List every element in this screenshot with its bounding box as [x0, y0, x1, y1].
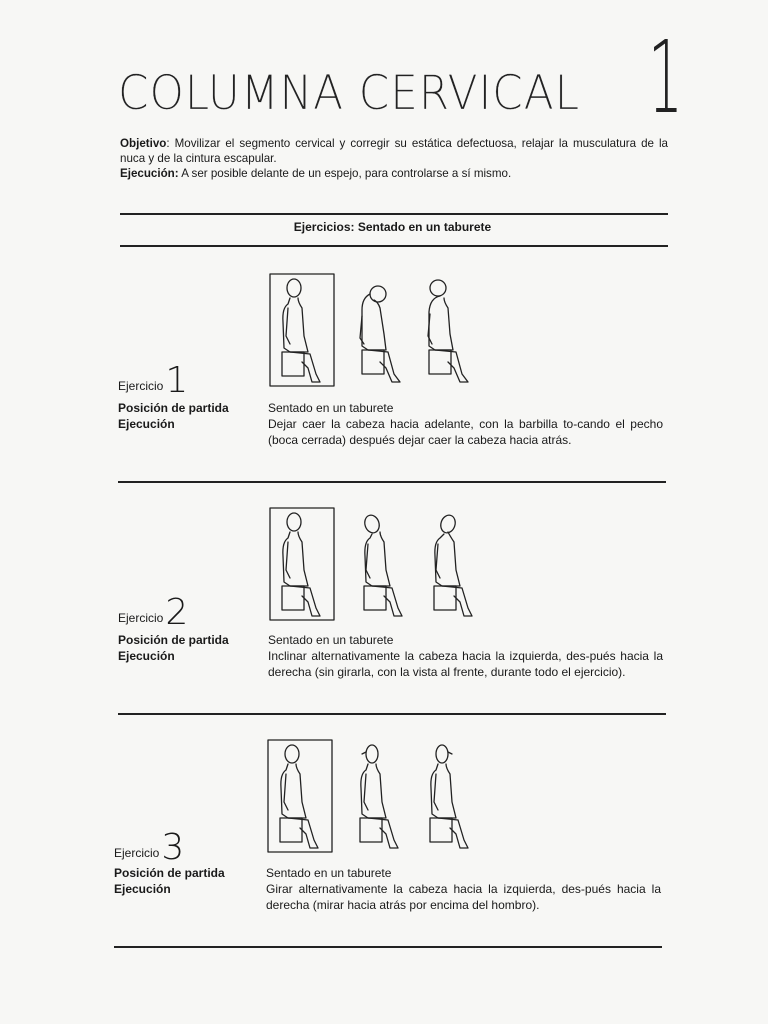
- exercise-label-text: Ejercicio: [118, 379, 164, 393]
- exercise-1-meta: [118, 400, 229, 432]
- execution-text: Girar alternativamente la cabeza hacia la izquierda, des-pués hacia la derecha (mirar hacia atrás por encima del hombro).: [266, 882, 661, 912]
- exercise-1-label: [118, 360, 189, 401]
- exercise-2-description: [268, 632, 663, 680]
- exercise-number: 2: [165, 592, 189, 633]
- figure-tilt-right: [434, 513, 472, 616]
- exercise-3-figures: [262, 736, 492, 858]
- starting-position-label: Posición de partida: [114, 866, 225, 880]
- exercise-label-text: Ejercicio: [114, 846, 160, 860]
- execution-paragraph: [120, 166, 668, 181]
- starting-position-label: Posición de partida: [118, 401, 229, 415]
- starting-position-text: Sentado en un taburete: [266, 866, 392, 880]
- figure-frame: [268, 740, 332, 852]
- section-heading: Ejercicios: Sentado en un taburete: [293, 220, 492, 234]
- objective-paragraph: [120, 136, 668, 166]
- execution-label: Ejecución: [118, 649, 175, 663]
- figure-upright: [282, 279, 320, 382]
- exercise-2-figures: [264, 504, 494, 626]
- figure-frame: [270, 508, 334, 620]
- divider: [120, 213, 668, 215]
- divider: [120, 245, 668, 247]
- exercise-number: 1: [165, 360, 189, 401]
- execution-text: Inclinar alternativamente la cabeza hacia la izquierda, des-pués hacia la derecha (sin girarla, con la vista al frente, durante todo el ejercicio).: [268, 649, 663, 679]
- objective-label: Objetivo: [120, 137, 167, 150]
- starting-position-text: Sentado en un taburete: [268, 401, 394, 415]
- execution-label: Ejecución:: [120, 167, 179, 180]
- starting-position-text: Sentado en un taburete: [268, 633, 394, 647]
- execution-text: Dejar caer la cabeza hacia adelante, con la barbilla to-cando el pecho (boca cerrada) después dejar caer la cabeza hacia atrás.: [268, 417, 663, 447]
- figure-upright: [282, 513, 320, 616]
- exercise-1-description: [268, 400, 663, 448]
- exercise-1-figures: [264, 270, 494, 392]
- page-title: COLUMNA CERVICAL: [118, 66, 580, 121]
- execution-text: A ser posible delante de un espejo, para controlarse a sí mismo.: [178, 167, 512, 180]
- figure-head-back: [428, 280, 468, 382]
- chapter-number: 1: [648, 19, 683, 136]
- figure-turn-left: [360, 745, 398, 848]
- objective-text: : Movilizar el segmento cervical y corregir su estática defectuosa, relajar la musculatura de la nuca y de la cintura escapular.: [120, 137, 668, 165]
- divider: [118, 481, 666, 483]
- execution-label: Ejecución: [118, 417, 175, 431]
- starting-position-label: Posición de partida: [118, 633, 229, 647]
- figure-upright: [280, 745, 318, 848]
- exercise-3-description: [266, 865, 661, 913]
- execution-label: Ejecución: [114, 882, 171, 896]
- intro-block: [120, 136, 668, 181]
- exercise-2-meta: [118, 632, 229, 664]
- divider: [114, 946, 662, 948]
- figure-head-forward: [360, 286, 400, 382]
- figure-tilt-left: [363, 513, 402, 616]
- exercise-3-label: [114, 827, 185, 868]
- exercise-3-meta: [114, 865, 225, 897]
- exercise-number: 3: [161, 827, 185, 868]
- divider: [118, 713, 666, 715]
- figure-turn-right: [430, 745, 468, 848]
- exercise-label-text: Ejercicio: [118, 611, 164, 625]
- exercise-2-label: [118, 592, 189, 633]
- figure-frame: [270, 274, 334, 386]
